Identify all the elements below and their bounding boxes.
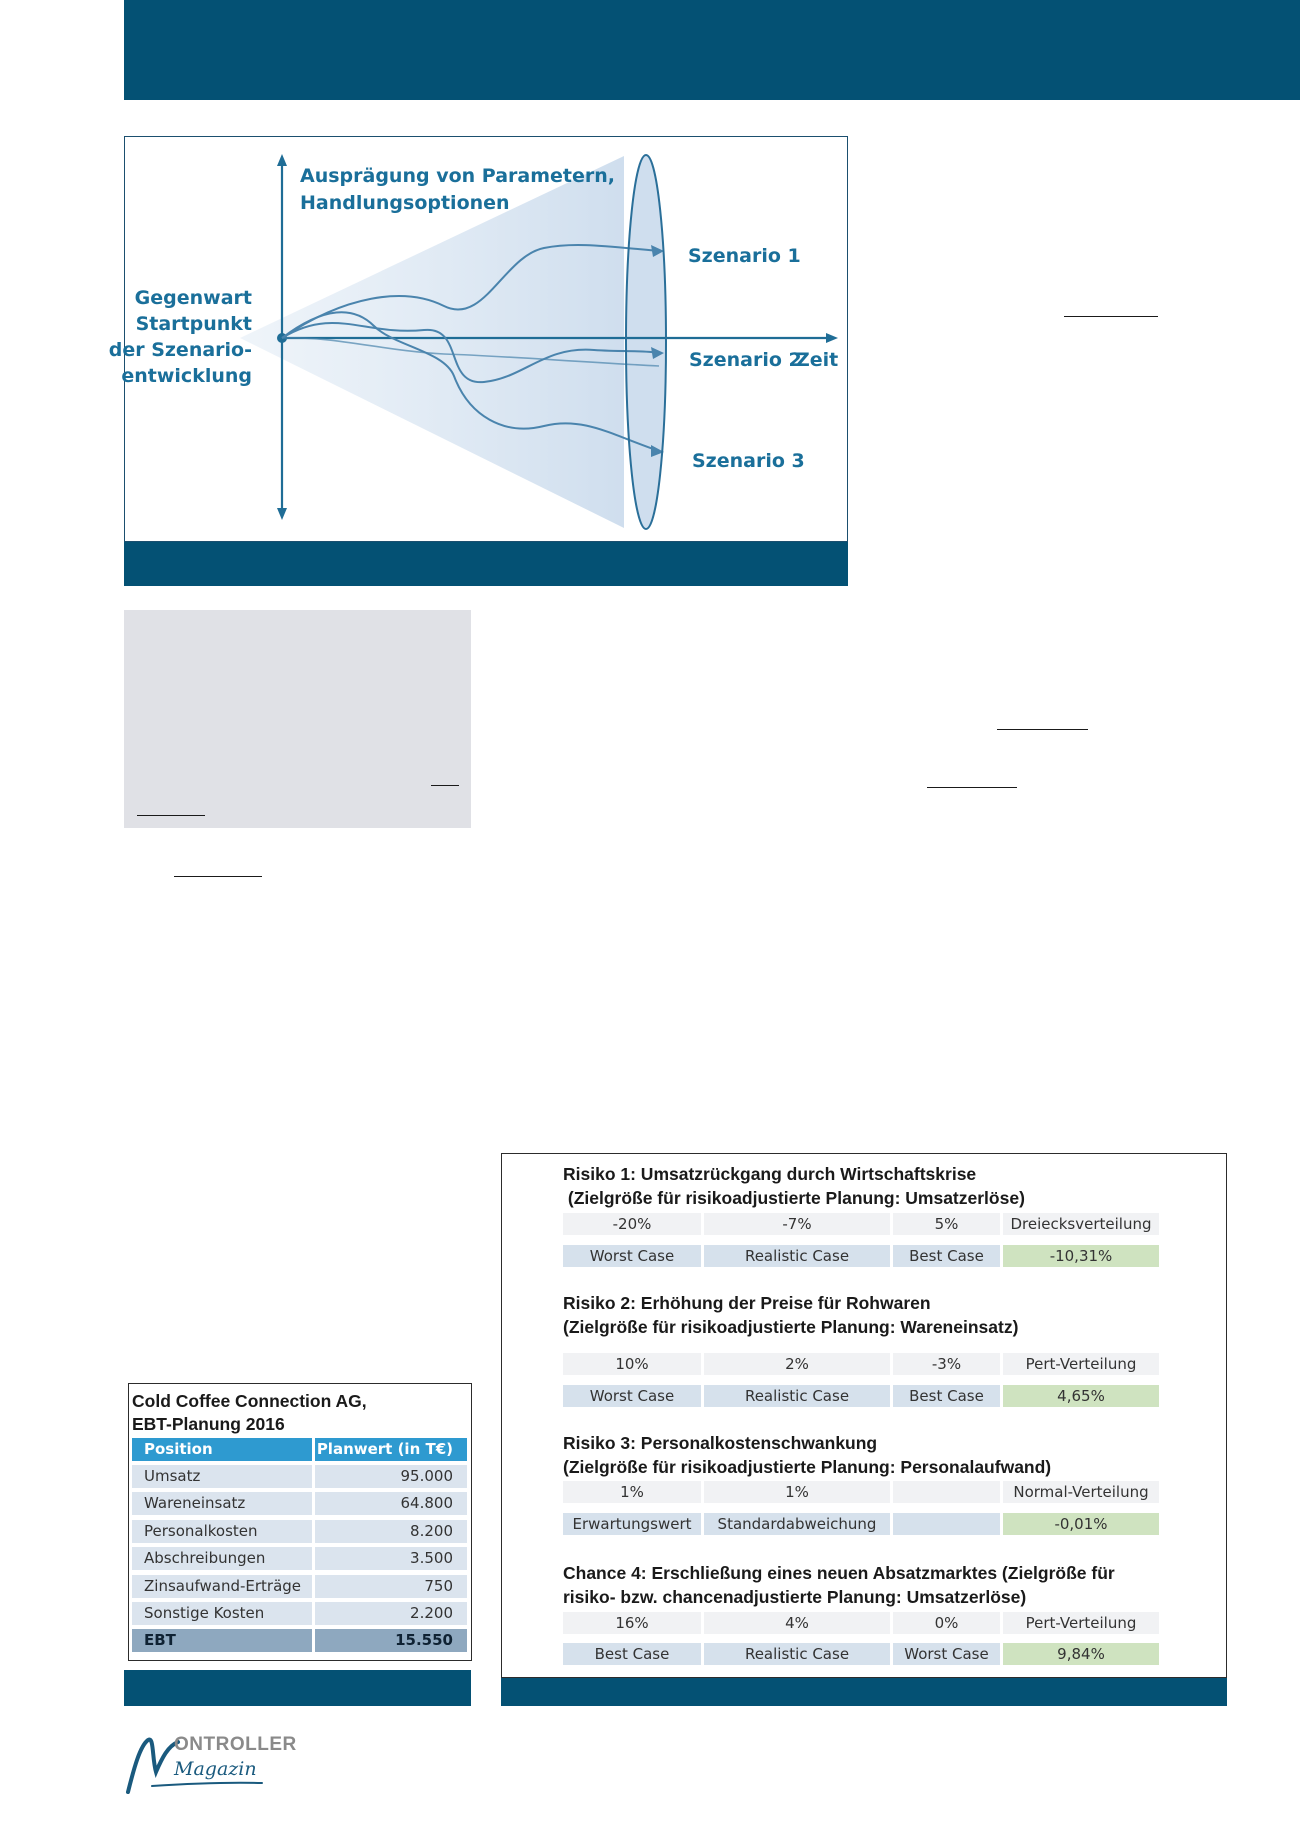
chance-4-result: 9,84% xyxy=(1003,1643,1159,1665)
risk-1-result: -10,31% xyxy=(1003,1245,1159,1267)
ebt-header-value: Planwert (in T€) xyxy=(315,1438,467,1461)
ebt-row-label: Zinsaufwand-Erträge xyxy=(132,1575,312,1598)
chance-4-value-2: 4% xyxy=(704,1612,890,1634)
risk-1-value-1: -20% xyxy=(563,1213,701,1235)
risk-3-result: -0,01% xyxy=(1003,1513,1159,1535)
ebt-row-label: Personalkosten xyxy=(132,1520,312,1543)
figure-caption-bar xyxy=(124,542,848,586)
risk-3-subtitle: (Zielgröße für risikoadjustierte Planung: Personalaufwand) xyxy=(563,1457,1052,1477)
start-label-line3: der Szenario- xyxy=(108,339,252,361)
risk-1-label-1: Worst Case xyxy=(563,1245,701,1267)
risk-1-subtitle: (Zielgröße für risikoadjustierte Planung: Umsatzerlöse) xyxy=(563,1188,1025,1208)
ebt-subtitle: EBT-Planung 2016 xyxy=(132,1414,285,1434)
start-label-line4: entwicklung xyxy=(121,365,252,387)
risk-2-label-3: Best Case xyxy=(893,1385,1000,1407)
time-label: Zeit xyxy=(796,349,839,371)
risk-2-value-3: -3% xyxy=(893,1353,1000,1375)
link-underline xyxy=(431,785,459,786)
chance-4-value-1: 16% xyxy=(563,1612,701,1634)
header-bar xyxy=(124,0,1300,100)
risk-3-value-1: 1% xyxy=(563,1481,701,1503)
ebt-row-label: Abschreibungen xyxy=(132,1547,312,1570)
risk-3-value-2: 1% xyxy=(704,1481,890,1503)
chance-4-label-3: Worst Case xyxy=(893,1643,1000,1665)
chance-4-label-1: Best Case xyxy=(563,1643,701,1665)
risk-3-value-3 xyxy=(893,1481,1000,1503)
ebt-row-label: Sonstige Kosten xyxy=(132,1602,312,1625)
chance-4-subtitle: risiko- bzw. chancenadjustierte Planung: Umsatzerlöse) xyxy=(563,1587,1027,1607)
ebt-row-label: Wareneinsatz xyxy=(132,1492,312,1515)
risk-1-distribution: Dreiecksverteilung xyxy=(1003,1213,1159,1235)
chance-4-label-2: Realistic Case xyxy=(704,1643,890,1665)
start-label-line2: Startpunkt xyxy=(135,313,252,335)
risk-1-label-3: Best Case xyxy=(893,1245,1000,1267)
ebt-row-value: 2.200 xyxy=(315,1602,467,1625)
ebt-row-value: 64.800 xyxy=(315,1492,467,1515)
ebt-caption-bar xyxy=(124,1670,471,1706)
ebt-row-value: 750 xyxy=(315,1575,467,1598)
risk-3-label-1: Erwartungswert xyxy=(563,1513,701,1535)
info-box xyxy=(124,610,471,828)
link-underline xyxy=(174,876,262,877)
risk-2-title: Risiko 2: Erhöhung der Preise für Rohwaren xyxy=(563,1293,931,1313)
scenario-funnel-diagram xyxy=(108,136,848,542)
risk-1-value-2: -7% xyxy=(704,1213,890,1235)
controller-magazin-logo xyxy=(122,1728,297,1798)
chance-4-value-3: 0% xyxy=(893,1612,1000,1634)
risk-2-value-2: 2% xyxy=(704,1353,890,1375)
risk-2-value-1: 10% xyxy=(563,1353,701,1375)
link-underline xyxy=(927,787,1017,788)
link-underline xyxy=(997,729,1088,730)
chance-4-title: Chance 4: Erschließung eines neuen Absatzmarktes (Zielgröße für xyxy=(563,1563,1115,1583)
risk-1-label-2: Realistic Case xyxy=(704,1245,890,1267)
risk-1-value-3: 5% xyxy=(893,1213,1000,1235)
axis-label-line1: Ausprägung von Parametern, xyxy=(300,165,615,187)
axis-label-line2: Handlungsoptionen xyxy=(300,192,510,214)
ebt-row-label: Umsatz xyxy=(132,1465,312,1488)
risk-caption-bar xyxy=(501,1678,1227,1706)
risk-3-label-2: Standardabweichung xyxy=(704,1513,890,1535)
ebt-total-value: 15.550 xyxy=(315,1629,467,1652)
risk-2-result: 4,65% xyxy=(1003,1385,1159,1407)
link-underline xyxy=(137,815,205,816)
ebt-total-label: EBT xyxy=(132,1629,312,1652)
logo-wordmark: ONTROLLER xyxy=(174,1734,297,1755)
risk-2-label-1: Worst Case xyxy=(563,1385,701,1407)
scenario-2-label: Szenario 2 xyxy=(689,349,802,371)
logo-script: Magazin xyxy=(174,1758,257,1780)
risk-2-distribution: Pert-Verteilung xyxy=(1003,1353,1159,1375)
risk-2-subtitle: (Zielgröße für risikoadjustierte Planung: Wareneinsatz) xyxy=(563,1317,1019,1337)
start-label-line1: Gegenwart xyxy=(134,287,252,309)
ebt-header-position: Position xyxy=(132,1438,312,1461)
link-underline xyxy=(1064,316,1158,317)
ebt-row-value: 8.200 xyxy=(315,1520,467,1543)
risk-3-title: Risiko 3: Personalkostenschwankung xyxy=(563,1433,878,1453)
chance-4-distribution: Pert-Verteilung xyxy=(1003,1612,1159,1634)
risk-2-label-2: Realistic Case xyxy=(704,1385,890,1407)
scenario-1-label: Szenario 1 xyxy=(688,245,801,267)
risk-1-title: Risiko 1: Umsatzrückgang durch Wirtschaftskrise xyxy=(563,1164,977,1184)
ebt-title: Cold Coffee Connection AG, xyxy=(132,1391,367,1411)
ebt-row-value: 3.500 xyxy=(315,1547,467,1570)
risk-3-label-3 xyxy=(893,1513,1000,1535)
ebt-row-value: 95.000 xyxy=(315,1465,467,1488)
risk-3-distribution: Normal-Verteilung xyxy=(1003,1481,1159,1503)
scenario-3-label: Szenario 3 xyxy=(692,450,805,472)
